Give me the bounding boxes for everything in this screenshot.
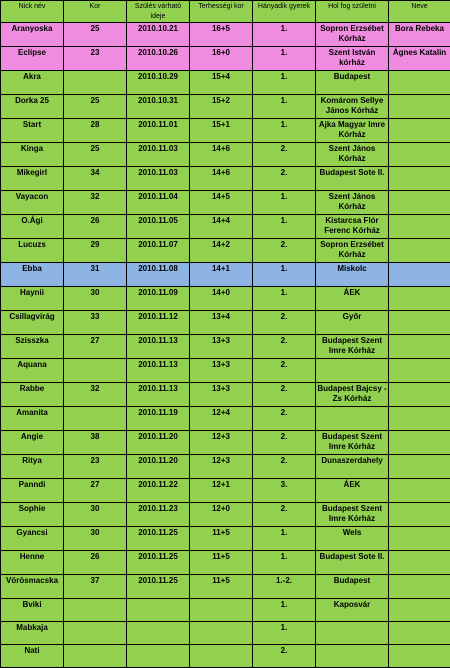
cell-nick[interactable]: Mikegirl: [1, 167, 64, 191]
cell-datum[interactable]: 2010.10.26: [127, 47, 190, 71]
cell-hol[interactable]: Kaposvár: [316, 599, 389, 622]
cell-kor[interactable]: 25: [64, 95, 127, 119]
cell-nick[interactable]: Lucuzs: [1, 239, 64, 263]
cell-neve[interactable]: [389, 575, 450, 599]
cell-hol[interactable]: Budapest: [316, 71, 389, 95]
table-row: [1, 335, 450, 359]
cell-hol[interactable]: Ajka Magyar Imre Kórház: [316, 119, 389, 143]
cell-hol[interactable]: Budapest Szent Imre Kórház: [316, 503, 389, 527]
cell-kor[interactable]: [64, 645, 127, 668]
cell-neve[interactable]: [389, 645, 450, 668]
cell-hol[interactable]: Szent János Kórház: [316, 143, 389, 167]
table-row: [1, 287, 450, 311]
cell-terhessegi-kor[interactable]: 11+5: [190, 575, 253, 599]
cell-terhessegi-kor[interactable]: [190, 599, 253, 622]
cell-hanyadik[interactable]: 2.: [253, 359, 316, 383]
cell-hol[interactable]: [316, 645, 389, 668]
cell-nick[interactable]: Kinga: [1, 143, 64, 167]
cell-hanyadik[interactable]: 2.: [253, 335, 316, 359]
cell-kor[interactable]: 32: [64, 191, 127, 215]
cell-terhessegi-kor[interactable]: 12+3: [190, 431, 253, 455]
cell-datum[interactable]: 2010.11.03: [127, 167, 190, 191]
cell-terhessegi-kor[interactable]: 15+1: [190, 119, 253, 143]
cell-hol[interactable]: Kistarcsa Flór Ferenc Kórház: [316, 215, 389, 239]
table-row: [1, 359, 450, 383]
cell-datum[interactable]: 2010.11.12: [127, 311, 190, 335]
cell-datum[interactable]: 2010.11.25: [127, 527, 190, 551]
cell-hanyadik[interactable]: 2.: [253, 167, 316, 191]
cell-hanyadik[interactable]: 1.-2.: [253, 575, 316, 599]
cell-kor[interactable]: 30: [64, 527, 127, 551]
cell-hol[interactable]: Budapest Sote II.: [316, 167, 389, 191]
cell-neve[interactable]: [389, 455, 450, 479]
table-row: [1, 455, 450, 479]
cell-hol[interactable]: [316, 359, 389, 383]
cell-kor[interactable]: 33: [64, 311, 127, 335]
table-row: [1, 551, 450, 575]
cell-hol[interactable]: [316, 622, 389, 645]
header-kor[interactable]: Kor: [64, 1, 127, 23]
cell-neve[interactable]: [389, 95, 450, 119]
cell-terhessegi-kor[interactable]: [190, 645, 253, 668]
cell-hanyadik[interactable]: 2.: [253, 383, 316, 407]
table-row: [1, 503, 450, 527]
table-body: [1, 23, 450, 668]
cell-datum[interactable]: [127, 622, 190, 645]
cell-neve[interactable]: [389, 431, 450, 455]
cell-neve[interactable]: [389, 215, 450, 239]
cell-neve[interactable]: [389, 479, 450, 503]
cell-neve[interactable]: [389, 599, 450, 622]
table-row: [1, 71, 450, 95]
table-row: [1, 143, 450, 167]
cell-kor[interactable]: [64, 71, 127, 95]
cell-kor[interactable]: 31: [64, 263, 127, 287]
cell-nick[interactable]: Amanita: [1, 407, 64, 431]
cell-datum[interactable]: 2010.10.21: [127, 23, 190, 47]
cell-kor[interactable]: 23: [64, 47, 127, 71]
cell-terhessegi-kor[interactable]: 13+3: [190, 383, 253, 407]
cell-kor[interactable]: 28: [64, 119, 127, 143]
table-row: [1, 599, 450, 622]
cell-neve[interactable]: Ágnes Katalin: [389, 47, 450, 71]
cell-hanyadik[interactable]: 2.: [253, 311, 316, 335]
cell-nick[interactable]: Eclipse: [1, 47, 64, 71]
cell-terhessegi-kor[interactable]: 11+5: [190, 551, 253, 575]
cell-nick[interactable]: Dorka 25: [1, 95, 64, 119]
table-row: [1, 119, 450, 143]
header-terhessegi-kor[interactable]: Terhességi kor: [190, 1, 253, 23]
cell-neve[interactable]: [389, 119, 450, 143]
cell-nick[interactable]: Ebba: [1, 263, 64, 287]
cell-hanyadik[interactable]: 2.: [253, 645, 316, 668]
cell-neve[interactable]: [389, 527, 450, 551]
cell-hanyadik[interactable]: 1.: [253, 622, 316, 645]
cell-datum[interactable]: 2010.11.23: [127, 503, 190, 527]
cell-hol[interactable]: Budapest Bajcsy - Zs Kórház: [316, 383, 389, 407]
table-row: [1, 215, 450, 239]
cell-nick[interactable]: Vayacon: [1, 191, 64, 215]
cell-kor[interactable]: 38: [64, 431, 127, 455]
table-row: [1, 383, 450, 407]
cell-hol[interactable]: Budapest Szent Imre Kórház: [316, 431, 389, 455]
cell-datum[interactable]: 2010.10.31: [127, 95, 190, 119]
cell-kor[interactable]: [64, 407, 127, 431]
cell-datum[interactable]: 2010.11.13: [127, 335, 190, 359]
header-neve[interactable]: Neve: [389, 1, 450, 23]
cell-hanyadik[interactable]: 1.: [253, 215, 316, 239]
cell-hol[interactable]: Komárom Sellye János Kórház: [316, 95, 389, 119]
table-row: [1, 23, 450, 47]
cell-hol[interactable]: Sopron Erzsébet Kórház: [316, 239, 389, 263]
cell-datum[interactable]: 2010.11.25: [127, 575, 190, 599]
cell-hol[interactable]: Szent János Kórház: [316, 191, 389, 215]
cell-nick[interactable]: Nati: [1, 645, 64, 668]
cell-terhessegi-kor[interactable]: 14+4: [190, 215, 253, 239]
cell-neve[interactable]: [389, 311, 450, 335]
cell-terhessegi-kor[interactable]: [190, 622, 253, 645]
cell-terhessegi-kor[interactable]: 16+5: [190, 23, 253, 47]
cell-kor[interactable]: 23: [64, 455, 127, 479]
cell-nick[interactable]: Gyancsi: [1, 527, 64, 551]
table-row: [1, 527, 450, 551]
cell-terhessegi-kor[interactable]: 14+5: [190, 191, 253, 215]
header-hanyadik[interactable]: Hányadik gyerek: [253, 1, 316, 23]
table-row: [1, 311, 450, 335]
cell-kor[interactable]: 32: [64, 383, 127, 407]
table-row: [1, 239, 450, 263]
table-row: [1, 575, 450, 599]
cell-hanyadik[interactable]: 3.: [253, 479, 316, 503]
cell-kor[interactable]: 26: [64, 551, 127, 575]
cell-datum[interactable]: 2010.11.03: [127, 143, 190, 167]
cell-hol[interactable]: Sopron Erzsébet Kórház: [316, 23, 389, 47]
cell-hol[interactable]: ÁEK: [316, 479, 389, 503]
cell-hanyadik[interactable]: 1.: [253, 551, 316, 575]
table-row: [1, 407, 450, 431]
cell-terhessegi-kor[interactable]: 14+1: [190, 263, 253, 287]
cell-nick[interactable]: Sophie: [1, 503, 64, 527]
cell-terhessegi-kor[interactable]: 12+1: [190, 479, 253, 503]
cell-datum[interactable]: 2010.11.07: [127, 239, 190, 263]
cell-hanyadik[interactable]: 2.: [253, 503, 316, 527]
cell-nick[interactable]: Haynii: [1, 287, 64, 311]
cell-nick[interactable]: Csillagvirág: [1, 311, 64, 335]
cell-hol[interactable]: [316, 407, 389, 431]
cell-datum[interactable]: 2010.11.04: [127, 191, 190, 215]
header-hol[interactable]: Hol fog születni: [316, 1, 389, 23]
cell-terhessegi-kor[interactable]: 12+4: [190, 407, 253, 431]
cell-hanyadik[interactable]: 2.: [253, 431, 316, 455]
cell-terhessegi-kor[interactable]: 13+4: [190, 311, 253, 335]
cell-kor[interactable]: [64, 599, 127, 622]
cell-neve[interactable]: [389, 383, 450, 407]
cell-neve[interactable]: [389, 407, 450, 431]
cell-datum[interactable]: 2010.10.29: [127, 71, 190, 95]
cell-terhessegi-kor[interactable]: 11+5: [190, 527, 253, 551]
cell-neve[interactable]: [389, 71, 450, 95]
header-datum[interactable]: Szülés várható ideje: [127, 1, 190, 23]
cell-kor[interactable]: 37: [64, 575, 127, 599]
cell-kor[interactable]: 27: [64, 479, 127, 503]
cell-terhessegi-kor[interactable]: 13+3: [190, 335, 253, 359]
table-row: [1, 431, 450, 455]
cell-nick[interactable]: Akra: [1, 71, 64, 95]
cell-terhessegi-kor[interactable]: 14+0: [190, 287, 253, 311]
cell-nick[interactable]: Angie: [1, 431, 64, 455]
cell-hol[interactable]: Budapest Sote II.: [316, 551, 389, 575]
cell-kor[interactable]: 27: [64, 335, 127, 359]
cell-hol[interactable]: Miskolc: [316, 263, 389, 287]
cell-terhessegi-kor[interactable]: 15+2: [190, 95, 253, 119]
cell-hanyadik[interactable]: 1.: [253, 23, 316, 47]
cell-kor[interactable]: 30: [64, 503, 127, 527]
cell-nick[interactable]: Bviki: [1, 599, 64, 622]
cell-neve[interactable]: [389, 503, 450, 527]
table-row: [1, 167, 450, 191]
cell-datum[interactable]: 2010.11.20: [127, 455, 190, 479]
cell-nick[interactable]: Rabbe: [1, 383, 64, 407]
cell-hol[interactable]: Budapest: [316, 575, 389, 599]
cell-datum[interactable]: 2010.11.08: [127, 263, 190, 287]
cell-terhessegi-kor[interactable]: 12+0: [190, 503, 253, 527]
cell-neve[interactable]: [389, 551, 450, 575]
cell-datum[interactable]: 2010.11.09: [127, 287, 190, 311]
cell-neve[interactable]: [389, 335, 450, 359]
cell-hanyadik[interactable]: 1.: [253, 71, 316, 95]
cell-terhessegi-kor[interactable]: 14+6: [190, 143, 253, 167]
cell-nick[interactable]: Mabkaja: [1, 622, 64, 645]
cell-terhessegi-kor[interactable]: 16+0: [190, 47, 253, 71]
cell-hol[interactable]: ÁEK: [316, 287, 389, 311]
cell-nick[interactable]: Henne: [1, 551, 64, 575]
table-row: [1, 479, 450, 503]
cell-kor[interactable]: [64, 622, 127, 645]
cell-hanyadik[interactable]: 1.: [253, 527, 316, 551]
cell-hanyadik[interactable]: 2.: [253, 143, 316, 167]
cell-nick[interactable]: O.Ági: [1, 215, 64, 239]
cell-terhessegi-kor[interactable]: 14+6: [190, 167, 253, 191]
table-row: [1, 191, 450, 215]
cell-kor[interactable]: 30: [64, 287, 127, 311]
cell-nick[interactable]: Aranyoska: [1, 23, 64, 47]
cell-nick[interactable]: Vörösmacska: [1, 575, 64, 599]
cell-hol[interactable]: Szent István kórház: [316, 47, 389, 71]
cell-hanyadik[interactable]: 1.: [253, 599, 316, 622]
cell-kor[interactable]: 25: [64, 23, 127, 47]
cell-hanyadik[interactable]: 1.: [253, 95, 316, 119]
cell-terhessegi-kor[interactable]: 13+3: [190, 359, 253, 383]
cell-nick[interactable]: Start: [1, 119, 64, 143]
cell-hanyadik[interactable]: 1.: [253, 191, 316, 215]
cell-neve[interactable]: [389, 287, 450, 311]
cell-neve[interactable]: [389, 263, 450, 287]
cell-terhessegi-kor[interactable]: 15+4: [190, 71, 253, 95]
cell-hanyadik[interactable]: 1.: [253, 47, 316, 71]
cell-datum[interactable]: [127, 599, 190, 622]
cell-neve[interactable]: Bora Rebeka: [389, 23, 450, 47]
cell-hanyadik[interactable]: 2.: [253, 239, 316, 263]
cell-kor[interactable]: [64, 359, 127, 383]
cell-neve[interactable]: [389, 622, 450, 645]
cell-datum[interactable]: 2010.11.20: [127, 431, 190, 455]
cell-kor[interactable]: 29: [64, 239, 127, 263]
cell-kor[interactable]: 25: [64, 143, 127, 167]
cell-hol[interactable]: Dunaszerdahely: [316, 455, 389, 479]
cell-hanyadik[interactable]: 2.: [253, 455, 316, 479]
cell-neve[interactable]: [389, 359, 450, 383]
table-row: [1, 263, 450, 287]
cell-neve[interactable]: [389, 239, 450, 263]
cell-hol[interactable]: Győr: [316, 311, 389, 335]
cell-datum[interactable]: 2010.11.19: [127, 407, 190, 431]
cell-hanyadik[interactable]: 1.: [253, 119, 316, 143]
cell-hanyadik[interactable]: 2.: [253, 407, 316, 431]
header-row: [1, 1, 450, 23]
cell-nick[interactable]: Ritya: [1, 455, 64, 479]
cell-neve[interactable]: [389, 167, 450, 191]
cell-datum[interactable]: [127, 645, 190, 668]
cell-terhessegi-kor[interactable]: 14+2: [190, 239, 253, 263]
cell-nick[interactable]: Panndi: [1, 479, 64, 503]
cell-hanyadik[interactable]: 1.: [253, 287, 316, 311]
cell-datum[interactable]: 2010.11.25: [127, 551, 190, 575]
cell-neve[interactable]: [389, 143, 450, 167]
cell-hol[interactable]: Wels: [316, 527, 389, 551]
cell-kor[interactable]: 34: [64, 167, 127, 191]
cell-datum[interactable]: 2010.11.13: [127, 359, 190, 383]
table-row: [1, 95, 450, 119]
cell-datum[interactable]: 2010.11.05: [127, 215, 190, 239]
cell-datum[interactable]: 2010.11.22: [127, 479, 190, 503]
cell-hol[interactable]: Budapest Szent Imre Kórház: [316, 335, 389, 359]
table-row: [1, 645, 450, 668]
cell-neve[interactable]: [389, 191, 450, 215]
cell-kor[interactable]: 26: [64, 215, 127, 239]
cell-nick[interactable]: Szisszka: [1, 335, 64, 359]
cell-nick[interactable]: Aquana: [1, 359, 64, 383]
header-nick[interactable]: Nick név: [1, 1, 64, 23]
cell-datum[interactable]: 2010.11.01: [127, 119, 190, 143]
cell-datum[interactable]: 2010.11.13: [127, 383, 190, 407]
table-row: [1, 47, 450, 71]
table-row: [1, 622, 450, 645]
cell-hanyadik[interactable]: 1.: [253, 263, 316, 287]
cell-terhessegi-kor[interactable]: 12+3: [190, 455, 253, 479]
